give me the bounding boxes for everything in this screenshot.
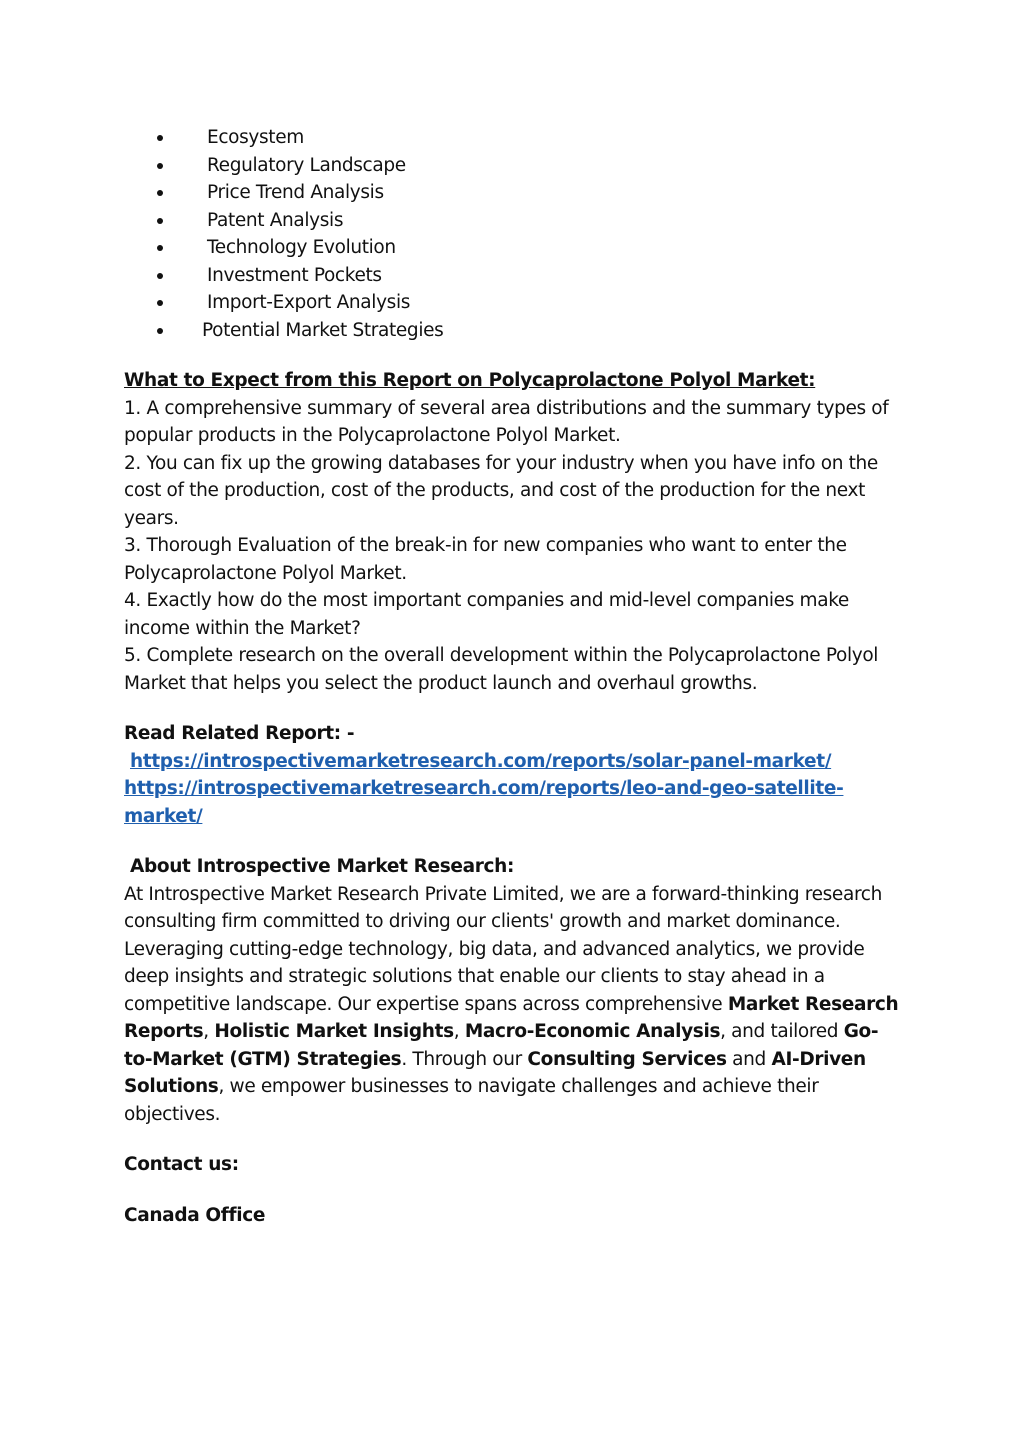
office-heading: Canada Office xyxy=(124,1204,266,1226)
bullet-item xyxy=(124,234,904,262)
bullet-dot-icon xyxy=(157,163,163,169)
expect-point: 4. Exactly how do the most important companies and mid-level companies make income within the Market? xyxy=(124,590,849,639)
about-bold: Consulting Services xyxy=(527,1048,727,1070)
expect-heading: What to Expect from this Report on Polycaprolactone Polyol Market: xyxy=(124,370,816,391)
bullet-text: Regulatory Landscape xyxy=(207,154,406,176)
feature-bullet-list xyxy=(124,124,904,344)
about-text: , and tailored xyxy=(720,1021,844,1042)
about-text: At Introspective Market Research Private Limited, we are a forward-thinking research consulting firm committed to driving our clients' growth and market dominance. Leveraging cutting-edge technology, big data, and advanced analytics, we provide deep insights and strategic solutions that enable our clients to stay ahead in a competitive landscape. Our expertise spans across comprehensive xyxy=(124,883,882,1015)
about-bold: Holistic Market Insights xyxy=(214,1021,454,1042)
bullet-dot-icon xyxy=(157,135,163,141)
document-page xyxy=(124,124,904,1229)
related-link-1-block xyxy=(124,748,904,776)
bullet-text: Ecosystem xyxy=(207,127,304,148)
about-bold: Go-to-Market (GTM) Strategies xyxy=(124,1021,879,1070)
bullet-text: Potential Market Strategies xyxy=(202,319,444,341)
about-text: , we empower businesses to navigate challenges and achieve their objectives. xyxy=(124,1076,819,1125)
bullet-item xyxy=(124,152,904,180)
bullet-dot-icon xyxy=(157,190,163,196)
about-bold: AI-Driven Solutions xyxy=(124,1048,866,1097)
expect-points xyxy=(124,395,904,698)
bullet-dot-icon xyxy=(157,328,163,334)
about-heading: About Introspective Market Research: xyxy=(130,856,515,877)
about-text: , xyxy=(453,1021,465,1042)
bullet-item xyxy=(124,317,904,345)
bullet-dot-icon xyxy=(157,218,163,224)
about-text: , xyxy=(203,1021,215,1042)
expect-point: 3. Thorough Evaluation of the break-in for new companies who want to enter the Polycaprolactone Polyol Market. xyxy=(124,535,847,584)
expect-point: 2. You can fix up the growing databases for your industry when you have info on the cost of the production, cost of the products, and cost of the production for the next years. xyxy=(124,452,878,529)
bullet-item xyxy=(124,207,904,235)
about-text: and xyxy=(726,1048,772,1070)
expect-point: 5. Complete research on the overall development within the Polycaprolactone Polyol Market that helps you select the product launch and overhaul growths. xyxy=(124,645,879,694)
bullet-dot-icon xyxy=(157,300,163,306)
bullet-text: Patent Analysis xyxy=(207,209,344,231)
bullet-text: Price Trend Analysis xyxy=(207,182,384,203)
expect-point: 1. A comprehensive summary of several area distributions and the summary types of popular products in the Polycaprolactone Polyol Market. xyxy=(124,397,889,446)
bullet-text: Investment Pockets xyxy=(207,264,382,286)
bullet-item xyxy=(124,289,904,317)
related-link-2-block xyxy=(124,775,904,830)
bullet-text: Technology Evolution xyxy=(207,237,396,258)
bullet-text: Import-Export Analysis xyxy=(207,292,411,313)
bullet-dot-icon xyxy=(157,273,163,279)
bullet-item xyxy=(124,179,904,207)
contact-heading: Contact us: xyxy=(124,1154,239,1175)
bullet-item xyxy=(124,262,904,290)
related-heading: Read Related Report: - xyxy=(124,723,355,744)
about-paragraph xyxy=(124,881,904,1129)
bullet-dot-icon xyxy=(157,245,163,251)
related-link-leo-geo-satellite[interactable]: https://introspectivemarketresearch.com/reports/leo-and-geo-satellite-market/ xyxy=(124,778,844,827)
about-text: . Through our xyxy=(401,1048,528,1070)
about-bold: Market Research Reports xyxy=(124,993,899,1042)
related-link-solar-panel[interactable]: https://introspectivemarketresearch.com/reports/solar-panel-market/ xyxy=(130,750,832,772)
bullet-item xyxy=(124,124,904,152)
about-bold: Macro-Economic Analysis xyxy=(464,1021,721,1042)
